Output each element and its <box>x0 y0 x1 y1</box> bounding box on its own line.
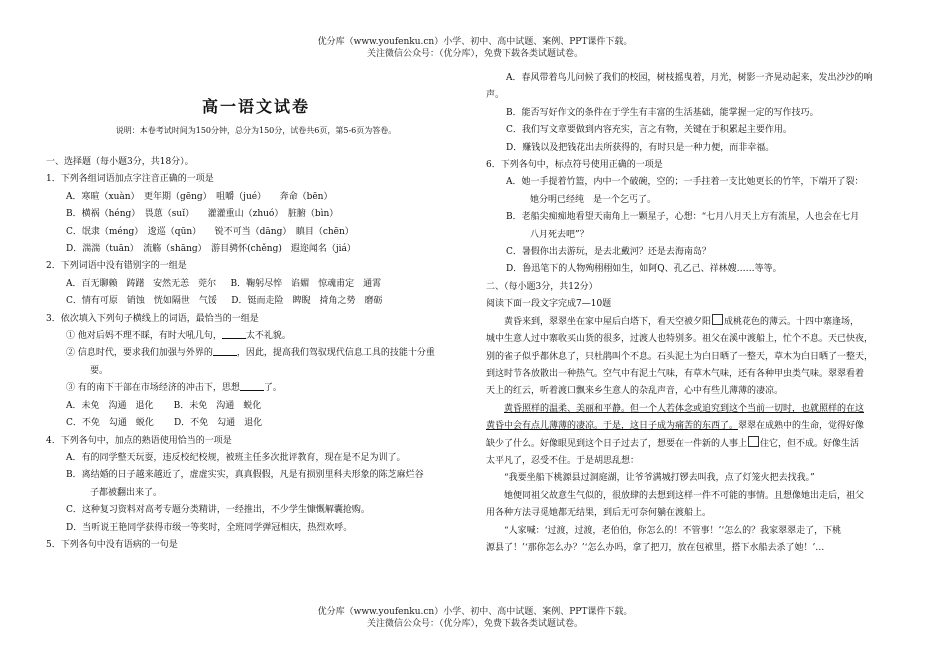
question-2-row-1 <box>46 276 466 293</box>
question-6-option-a: A．她一手提着竹篮，内中一个破碗，空的；一手拄着一支比她更长的竹竿，下端开了裂： <box>506 177 864 188</box>
section2-instruction: 阅读下面一段文字完成7—10题 <box>486 299 612 310</box>
sentence-2-part-b: ，因此，提高我们驾驭现代信息工具的技能十分重 <box>236 348 435 359</box>
question-1-option-d: D．湍湍（tuān） 流觞（shāng） 游目骋怀(chěng) 遐迩闻名（jiá） <box>66 244 356 255</box>
passage-p1-line-3: 别的雀子似乎都休息了，只杜鹃叫个不息。石头泥土为白日晒了一整天，草木为白日晒了一整天， <box>486 351 874 362</box>
question-3 <box>46 311 466 433</box>
question-2-option-a-cont: 安然无恙 莞尔 <box>153 278 217 289</box>
passage-p4-line-2: 用各种方法寻觅她都无结果，到后无可奈何躺在渡船上。 <box>486 508 712 519</box>
question-3-options-row-2 <box>46 415 466 432</box>
passage-p1-line-5: 天上的红云，听着渡口飘来乡生意人的杂乱声音，心中有些儿薄薄的凄凉。 <box>486 386 784 397</box>
question-3-sentence-3 <box>46 380 466 397</box>
question-5-option-d: D．赚钱以及把钱花出去所获得的，有时只是一种力便，而非幸福。 <box>506 142 775 153</box>
section1-heading: 一、选择题（每小题3分，共18分）。 <box>46 157 194 167</box>
passage <box>486 314 911 558</box>
question-2 <box>46 258 466 310</box>
passage-p5-line-1: “人家喊：‘过渡，过渡，老伯伯，你怎么的！不管事！’‘怎么的？我家翠翠走了，下桃 <box>504 525 842 536</box>
question-3-sentence-1 <box>46 328 466 345</box>
question-3-options-row-1 <box>46 398 466 415</box>
question-3-sentence-2 <box>46 345 466 362</box>
right-column <box>486 70 911 557</box>
page-title: 高一语文试卷 <box>201 97 310 116</box>
question-4-option-a: A．有的同学整天玩耍，违反校纪校规，被班主任多次批评教育，现在是不足为训了。 <box>66 452 406 463</box>
question-5-option-a: A．春风带着鸟儿问候了我们的校园，树枝摇曳着，月光，树影一齐晃动起来，发出沙沙的响 <box>506 73 873 83</box>
passage-p1-line-1: 黄昏来到，翠翠坐在家中屋后白塔下，看天空被夕阳 成桃花色的薄云。十四中寨逢场， <box>486 314 911 331</box>
passage-p3: “我要坐船下桃源县过洞庭湖，让爷爷满城打锣去叫我，点了灯笼火把去找我。” <box>504 473 815 484</box>
sentence-1-part-a: ① 他对后妈不理不睬，有时大吼几句， <box>66 331 222 342</box>
question-2-option-a: A．百无聊赖 踌躇 <box>66 278 145 289</box>
question-2-stem: 2．下列词语中没有错别字的一组是 <box>46 261 187 272</box>
passage-p2-line-2: 黄昏中会有点儿薄薄的凄凉。于是，这日子成为痛苦的东西了。翠翠在成熟中的生命，觉得好像 <box>486 421 865 432</box>
question-5-option-b: B．能否写好作文的条件在于学生有丰富的生活基础，能掌握一定的写作技巧。 <box>506 107 819 118</box>
passage-p2-line-1: 黄昏照样的温柔、美丽和平静。但一个人若体念或追究到这个当前一切时，也就照样的在这 <box>504 403 865 414</box>
question-3-option-c: C．不免 勾通 蜕化 <box>66 418 154 429</box>
question-1-option-a: A．寒暄（xuàn） 更年期（gēng） 咀嚼（jué） 奔命（bēn） <box>66 191 333 202</box>
sentence-2-part-a: ② 信息时代，要求我们加强与外界的 <box>66 348 213 359</box>
question-2-option-c: C．情有可原 销蚀 恍如隔世 气馁 <box>66 296 217 307</box>
question-2-row-2 <box>46 293 466 310</box>
header-line-2: 关注微信公众号：（优分库），免费下载各类试题试卷。 <box>366 49 583 59</box>
left-column <box>46 70 466 554</box>
question-6-option-b: B．老船尖痴痴地看望天南角上一颗星子，心想：“七月八月天上方有流星，人也会在七月 <box>506 212 860 223</box>
exam-description: 说明：本卷考试时间为150分钟，总分为150分，试卷共6页，第5-6页为答卷。 <box>115 126 397 135</box>
question-1 <box>46 171 466 258</box>
page-header <box>0 36 950 60</box>
passage-p1-line-4: 到这时节各放散出一种热气。空气中有泥土气味，有草木气味，还有各种甲虫类气味。翠翠看着 <box>486 368 865 379</box>
question-1-option-c: C．氓隶（méng） 逡巡（qūn） 锐不可当（dāng） 瞋目（chēn） <box>66 226 354 237</box>
sentence-3-part-b: 了。 <box>263 383 282 394</box>
question-3-option-a: A．未免 沟通 退化 <box>66 400 154 411</box>
question-2-option-b: B．鞠躬尽悴 谄媚 惊魂甫定 通霄 <box>230 278 382 289</box>
question-4-option-b-cont: 子都被翻出来了。 <box>90 487 163 498</box>
question-5-option-c: C．我们写文章要做到内容充实，言之有物，关键在于积累起主要作用。 <box>506 125 792 136</box>
page-footer <box>0 606 950 630</box>
answer-box-2 <box>748 436 759 447</box>
question-4-stem: 4．下列各句中，加点的熟语使用恰当的一项是 <box>46 435 232 446</box>
question-1-stem: 1．下列各组词语加点字注音正确的一项是 <box>46 174 214 185</box>
question-3-stem: 3．依次填入下列句子横线上的词语，最恰当的一组是 <box>46 313 259 324</box>
passage-p4-line-1: 她便同祖父故意生气似的，很放肆的去想到这样一件不可能的事情。且想像她出走后，祖父 <box>504 490 865 501</box>
question-5-stem: 5．下列各句中没有语病的一句是 <box>46 539 178 550</box>
question-6 <box>486 157 911 279</box>
question-1-option-b: B．横祸（héng） 畏葸（suǐ） 灌灌重山（zhuó） 脏腑（bìn） <box>66 209 339 220</box>
answer-box-1 <box>712 314 723 325</box>
footer-line-2: 关注微信公众号：（优分库），免费下载各类试题试卷。 <box>366 619 583 629</box>
blank-1 <box>222 329 246 339</box>
passage-p2-line-3: 缺少了什么。好像眼见到这个日子过去了，想要在一件新的人事上 住它，但不成。好像生活 <box>486 436 911 453</box>
blank-3 <box>240 381 264 391</box>
question-3-option-d: D．不免 勾通 退化 <box>173 418 263 429</box>
header-line-1: 优分库（www.youfenku.cn）小学、初中、高中试题、案例、PPT课件下载。 <box>317 37 633 47</box>
question-5-option-a-cont: 声。 <box>486 90 505 101</box>
blank-2 <box>213 346 237 356</box>
question-6-option-b-cont: 八月死去吧”？ <box>530 229 589 240</box>
question-6-option-c: C．暑假你出去游玩，是去北戴河？还是去海南岛？ <box>506 247 711 258</box>
question-6-stem: 6．下列各句中，标点符号使用正确的一项是 <box>486 160 663 171</box>
question-6-option-d: D．鲁迅笔下的人物殉栩栩如生，如阿Q、孔乙己、祥林嫂……等等。 <box>506 264 782 275</box>
section2-heading: 二、（每小题3分，共12分） <box>486 281 598 292</box>
footer-line-1: 优分库（www.youfenku.cn）小学、初中、高中试题、案例、PPT课件下载。 <box>317 607 633 617</box>
question-6-option-a-cont: 她分明已经纯 是一个乞丐了。 <box>530 194 657 205</box>
sentence-1-part-b: 太不礼貌。 <box>245 331 291 342</box>
passage-p2-line-4: 太平凡了，忍受不住。于是胡思乱想： <box>486 455 640 466</box>
passage-p5-line-2: 源县了！’‘那你怎么办？’‘怎么办吗，拿了把刀，放在包袱里，搭下水船去杀了她！’… <box>486 542 825 553</box>
sentence-3-part-a: ③ 有的南下干部在市场经济的冲击下，思想 <box>66 383 240 394</box>
question-2-option-d: D．铤而走险 睥睨 掎角之势 磨砺 <box>231 296 383 307</box>
question-4-option-c: C．这种复习资料对高考专题分类精讲，一经推出，不少学生慷慨解囊抢购。 <box>66 505 370 516</box>
question-4-option-b: B．离结婚的日子越来越近了，虚虚实实，真真假假，凡是有损别里科夫形象的陈芝麻烂谷 <box>66 470 424 481</box>
question-3-option-b: B．未免 沟通 蜕化 <box>173 400 262 411</box>
passage-p1-line-2: 城中生意人过中寨收买山货的很多，过渡人也特别多。祖父在溪中渡船上，忙个不息。天已快夜， <box>486 334 874 345</box>
question-3-sentence-2-cont: 要。 <box>90 365 109 376</box>
question-4-option-d: D．当听说王艳同学获得市级一等奖时，全班同学弹冠相庆，热烈欢呼。 <box>66 522 353 533</box>
question-4 <box>46 433 466 537</box>
